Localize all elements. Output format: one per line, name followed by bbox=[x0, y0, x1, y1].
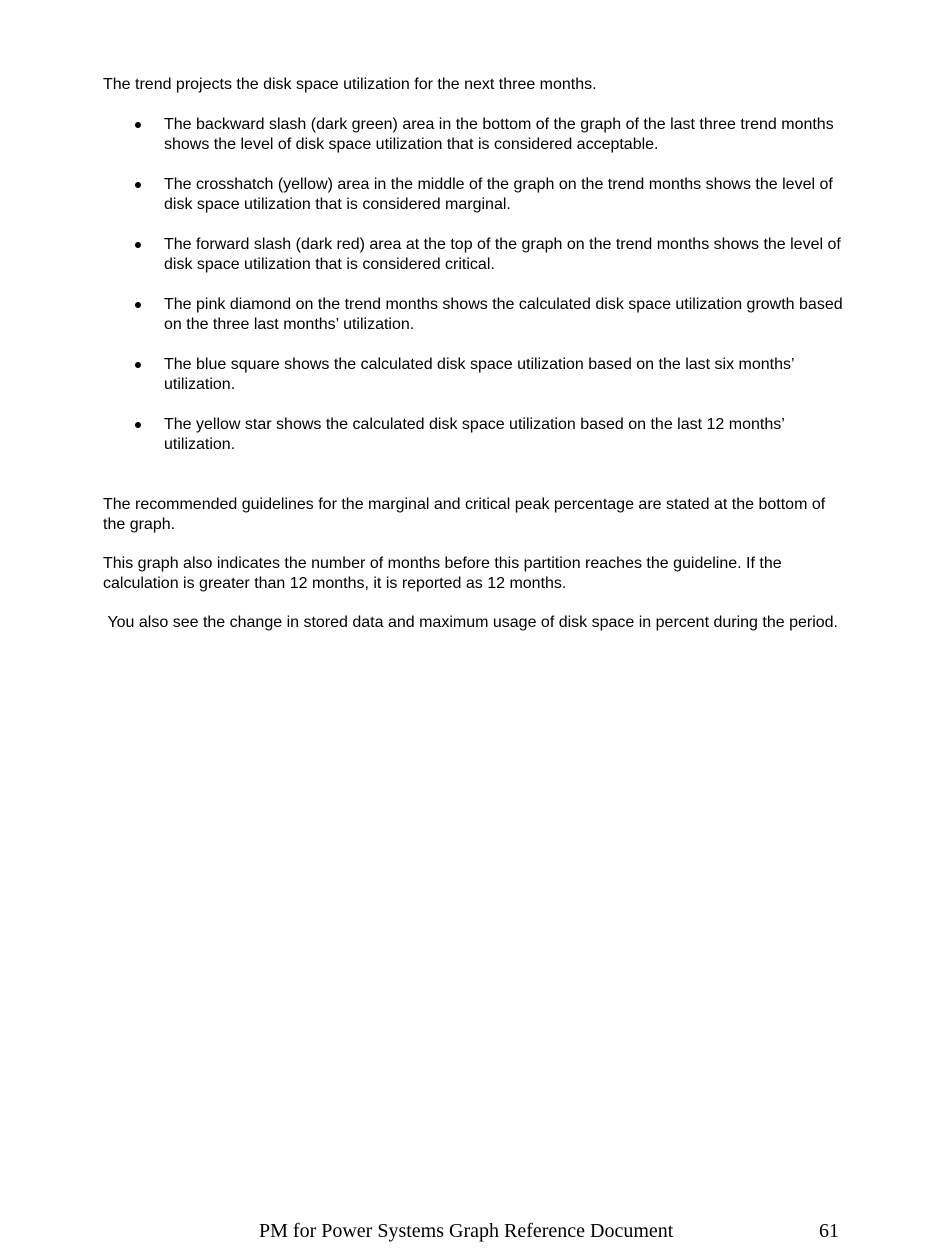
list-item bbox=[103, 295, 843, 335]
footer-title: PM for Power Systems Graph Reference Document bbox=[259, 1220, 674, 1242]
stored-data-paragraph: You also see the change in stored data and maximum usage of disk space in percent during the period. bbox=[103, 614, 838, 631]
document-body bbox=[103, 75, 843, 652]
bullet-icon bbox=[135, 302, 141, 308]
legend-bullet-list bbox=[103, 115, 843, 455]
bullet-icon bbox=[135, 182, 141, 188]
list-item-text: The yellow star shows the calculated disk space utilization based on the last 12 months’ utilization. bbox=[164, 416, 785, 453]
list-item-text: The backward slash (dark green) area in the bottom of the graph of the last three trend months shows the level of disk space utilization that is considered acceptable. bbox=[164, 116, 834, 153]
bullet-icon bbox=[135, 422, 141, 428]
guidelines-paragraph: The recommended guidelines for the marginal and critical peak percentage are stated at the bottom of the graph. bbox=[103, 496, 826, 533]
list-item bbox=[103, 355, 843, 395]
list-item bbox=[103, 115, 843, 155]
bullet-icon bbox=[135, 122, 141, 128]
list-item-text: The forward slash (dark red) area at the top of the graph on the trend months shows the level of disk space utilization that is considered critical. bbox=[164, 236, 841, 273]
list-item bbox=[103, 415, 843, 455]
intro-paragraph: The trend projects the disk space utilization for the next three months. bbox=[103, 76, 597, 93]
list-item-text: The pink diamond on the trend months shows the calculated disk space utilization growth based on the three last months’ utilization. bbox=[164, 296, 843, 333]
list-item-text: The crosshatch (yellow) area in the middle of the graph on the trend months shows the level of disk space utilization that is considered marginal. bbox=[164, 176, 833, 213]
bullet-icon bbox=[135, 242, 141, 248]
list-item bbox=[103, 175, 843, 215]
bullet-icon bbox=[135, 362, 141, 368]
months-paragraph: This graph also indicates the number of months before this partition reaches the guideline. If the calculation is greater than 12 months, it is reported as 12 months. bbox=[103, 555, 782, 592]
list-item-text: The blue square shows the calculated disk space utilization based on the last six months’ utilization. bbox=[164, 356, 794, 393]
page-number: 61 bbox=[819, 1220, 839, 1242]
list-item bbox=[103, 235, 843, 275]
page-footer bbox=[0, 1218, 950, 1244]
